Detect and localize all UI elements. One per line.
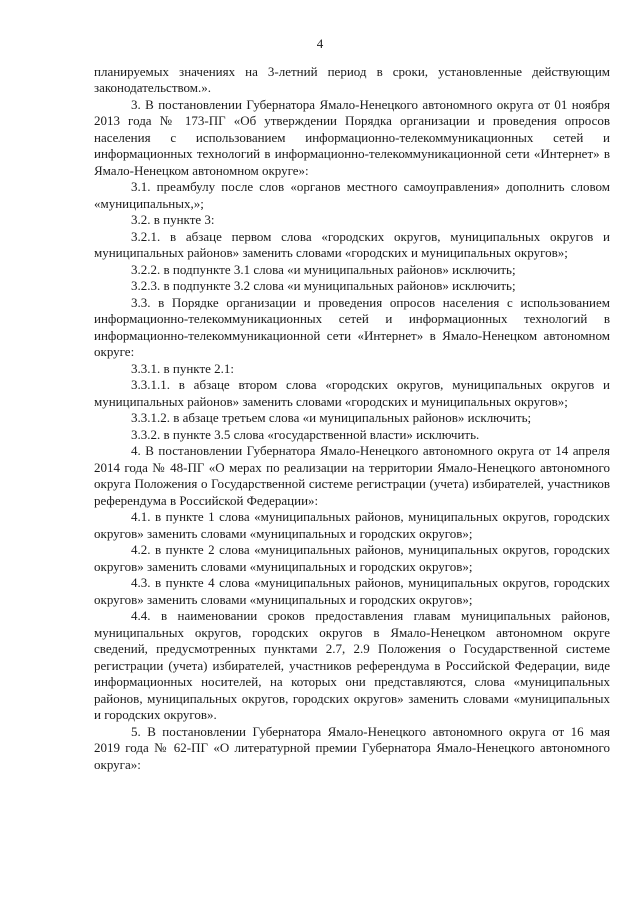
paragraph: 3.3.1. в пункте 2.1: [131, 360, 235, 376]
paragraph: 3.3.2. в пункте 3.5 слова «государственной власти» исключить. [131, 426, 480, 442]
paragraph: 5. В постановлении Губернатора Ямало-Ненецкого автономного округа от 16 мая 2019 года № 62-ПГ «О литературной премии Губернатора Ямало-Ненецкого автономного округа»: [94, 723, 610, 772]
paragraph: 4.1. в пункте 1 слова «муниципальных районов, муниципальных округов, городских округов» заменить словами «муниципальных и городских округов»; [94, 509, 610, 541]
paragraph: 4. В постановлении Губернатора Ямало-Ненецкого автономного округа от 14 апреля 2014 года № 48-ПГ «О мерах по реализации на территории Ямало-Ненецкого автономного округа Положения о Государственной системе регистрации (учета) избирателей, участников референдума в Российской Федерации»: [94, 443, 610, 508]
paragraph: 4.3. в пункте 4 слова «муниципальных районов, муниципальных округов, городских округов» заменить словами «муниципальных и городских округов»; [94, 575, 610, 607]
paragraph: 3.1. преамбулу после слов «органов местного самоуправления» дополнить словом «муниципальных,»; [94, 179, 610, 211]
document-body [94, 64, 610, 774]
paragraph: 3.3.1.1. в абзаце втором слова «городских округов, муниципальных округов и муниципальных районов» заменить словами «городских и муниципальных округов»; [94, 377, 610, 409]
paragraph: 3.2.2. в подпункте 3.1 слова «и муниципальных районов» исключить; [131, 261, 516, 277]
paragraph: планируемых значениях на 3-летний период в сроки, установленные действующим законодательством.». [94, 63, 610, 95]
paragraph: 3.2. в пункте 3: [131, 212, 215, 227]
paragraph: 3.2.1. в абзаце первом слова «городских округов, муниципальных округов и муниципальных районов» заменить словами «городских и муниципальных округов»; [94, 228, 610, 260]
paragraph: 4.4. в наименовании сроков предоставления главам муниципальных районов, муниципальных округов, городских округов в Ямало-Ненецком автономном округе сведений, предусмотренных пунктами 2.7, 2.9 Положения о Государственной системе регистрации (учета) избирателей, участников референдума в Российской Федерации, виде информационных носителей, на которых они представляются, слова «муниципальных районов, муниципальных округов, городских округов» заменить словами «муниципальных и городских округов». [94, 608, 610, 722]
paragraph: 3.2.3. в подпункте 3.2 слова «и муниципальных районов» исключить; [131, 278, 516, 293]
paragraph: 3. В постановлении Губернатора Ямало-Ненецкого автономного округа от 01 ноября 2013 года № 173-ПГ «Об утверждении Порядка организации и проведения опросов населения с использованием информационно-телекоммуникационных сетей и информационных технологий в информационно-телекоммуникационной сети «Интернет» в Ямало-Ненецком автономном округе»: [94, 96, 610, 178]
paragraph: 3.3.1.2. в абзаце третьем слова «и муниципальных районов» исключить; [131, 410, 532, 425]
page-number: 4 [316, 36, 324, 51]
paragraph: 3.3. в Порядке организации и проведения опросов населения с использованием информационно-телекоммуникационных сетей и информационных технологий в информационно-телекоммуникационной сети «Интернет» в Ямало-Ненецком автономном округе: [94, 294, 610, 359]
paragraph: 4.2. в пункте 2 слова «муниципальных районов, муниципальных округов, городских округов» заменить словами «муниципальных и городских округов»; [94, 542, 610, 574]
